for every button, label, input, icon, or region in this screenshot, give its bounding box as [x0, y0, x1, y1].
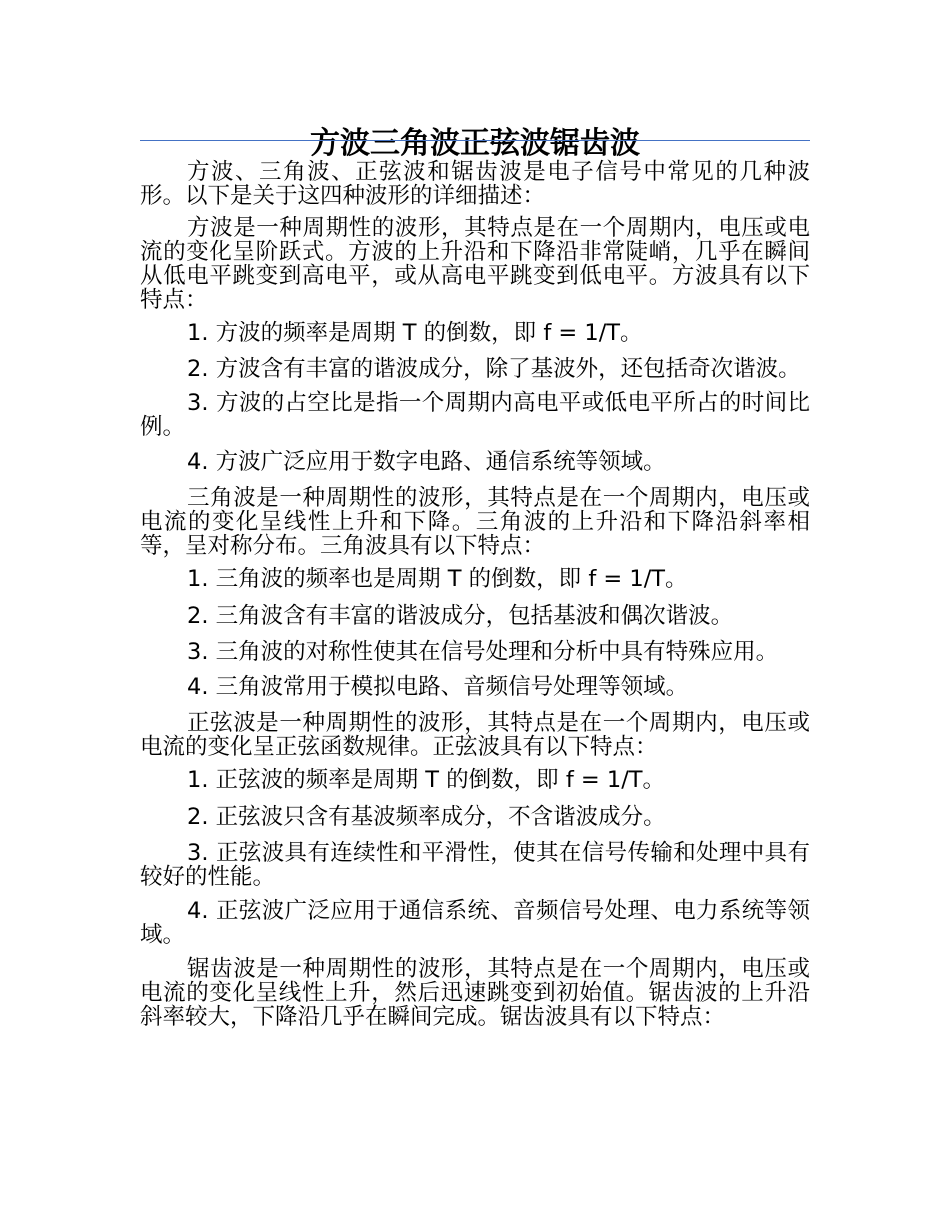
sine-wave-feature-1: 1. 正弦波的频率是周期 T 的倒数，即 f = 1/T。: [187, 767, 666, 793]
sine-wave-feature-3: 3. 正弦波具有连续性和平滑性，使其在信号传输和处理中具有较好的性能。: [140, 840, 810, 890]
title-underline: [140, 140, 810, 141]
square-wave-feature-3: 3. 方波的占空比是指一个周期内高电平或低电平所占的时间比例。: [140, 390, 810, 440]
square-wave-feature-1: 1. 方波的频率是周期 T 的倒数，即 f = 1/T。: [187, 320, 643, 346]
sawtooth-wave-description: 锯齿波是一种周期性的波形，其特点是在一个周期内，电压或电流的变化呈线性上升，然后迅速跳变到初始值。锯齿波的上升沿斜率较大，下降沿几乎在瞬间完成。锯齿波具有以下特点：: [140, 956, 810, 1030]
triangle-wave-feature-1: 1. 三角波的频率也是周期 T 的倒数，即 f = 1/T。: [187, 566, 688, 592]
square-wave-description: 方波是一种周期性的波形，其特点是在一个周期内，电压或电流的变化呈阶跃式。方波的上升沿和下降沿非常陡峭，几乎在瞬间从低电平跳变到高电平，或从高电平跳变到低电平。方波具有以下特点：: [140, 215, 810, 313]
document-title: 方波三角波正弦波锯齿波: [310, 126, 640, 162]
sine-wave-description: 正弦波是一种周期性的波形，其特点是在一个周期内，电压或电流的变化呈正弦函数规律。正弦波具有以下特点：: [140, 710, 810, 760]
intro-paragraph: 方波、三角波、正弦波和锯齿波是电子信号中常见的几种波形。以下是关于这四种波形的详细描述：: [140, 159, 810, 209]
sine-wave-feature-4: 4. 正弦波广泛应用于通信系统、音频信号处理、电力系统等领域。: [140, 898, 810, 948]
square-wave-feature-2: 2. 方波含有丰富的谐波成分，除了基波外，还包括奇次谐波。: [187, 356, 801, 382]
triangle-wave-feature-2: 2. 三角波含有丰富的谐波成分，包括基波和偶次谐波。: [187, 603, 734, 629]
document-body: [140, 160, 810, 1037]
triangle-wave-description: 三角波是一种周期性的波形，其特点是在一个周期内，电压或电流的变化呈线性上升和下降。三角波的上升沿和下降沿斜率相等，呈对称分布。三角波具有以下特点：: [140, 485, 810, 559]
square-wave-feature-4: 4. 方波广泛应用于数字电路、通信系统等领域。: [187, 449, 666, 475]
triangle-wave-feature-4: 4. 三角波常用于模拟电路、音频信号处理等领域。: [187, 674, 689, 700]
sine-wave-feature-2: 2. 正弦波只含有基波频率成分，不含谐波成分。: [187, 804, 666, 830]
triangle-wave-feature-3: 3. 三角波的对称性使其在信号处理和分析中具有特殊应用。: [187, 639, 779, 665]
